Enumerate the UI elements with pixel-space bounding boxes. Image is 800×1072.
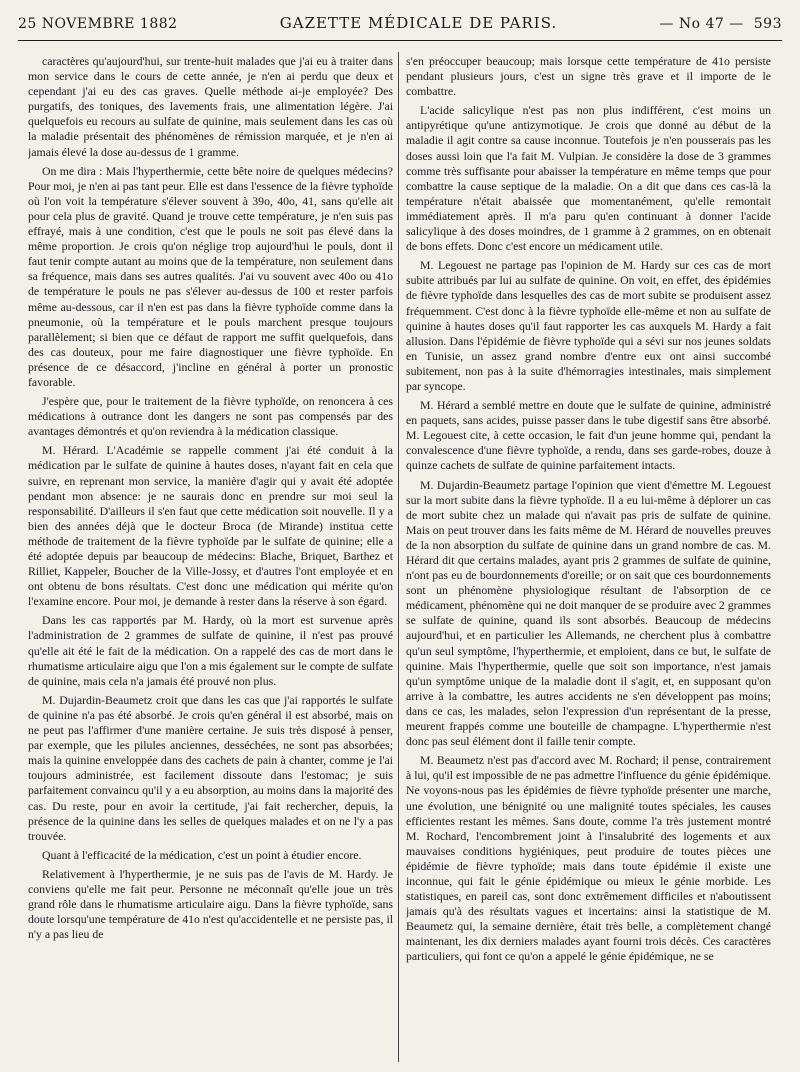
paragraph: M. Hérard. L'Académie se rappelle comment j'ai été conduit à la médication par le sulfate de quinine à hautes doses, n'ayant fait en cela que suivre, en reprenant mon service, la manière d'agir qui y avait été adoptée pendant mon absence: je ne saurais donc en prendre sur moi seul la responsabilité. D'ailleurs il s'en faut que cette médication soit nouvelle. Il y a bien des années déjà que le docteur Broca (de Mirande) institua cette méthode de traitement de la fièvre typhoïde par le sulfate de quinine; elle a été adoptée depuis par beaucoup de médecins: Blache, Briquet, Barthez et Rilliet, Kappeler, Boucher de la Ville-Jossy, et d'autres l'ont employée et en ont obtenu de bons résultats. C'est donc une médication qui mérite qu'on l'examine encore. Pour moi, je demande à rester dans la réserve à son égard. <box>28 443 393 609</box>
issue-date: 25 NOVEMBRE 1882 <box>18 16 178 32</box>
page-header <box>18 14 782 36</box>
paragraph: Quant à l'efficacité de la médication, c'est un point à étudier encore. <box>42 847 362 862</box>
paragraph: s'en préoccuper beaucoup; mais lorsque cette température de 41o persiste pendant plusieurs jours, c'est un signe très grave et il importe de le combattre. <box>406 54 771 99</box>
column-divider <box>398 52 399 1062</box>
paragraph: caractères qu'aujourd'hui, sur trente-huit malades que j'ai eu à traiter dans mon service dans le cours de cette année, je n'en ai perdu que deux et cependant j'ai eu des cas graves. Quelle méthode ai-je employée? Des purgatifs, des toniques, des lavements frais, une alimentation légère. J'ai quelquefois eu recours au sulfate de quinine, mais seulement dans les cas où la maladie présentait des phénomènes de rémission marquée, et je n'en ai jamais élevé la dose au-dessus de 1 gramme. <box>28 54 393 159</box>
paragraph: M. Hérard a semblé mettre en doute que le sulfate de quinine, administré en paquets, sans acides, puisse passer dans le tube digestif sans être absorbé. M. Legouest cite, à cette occasion, le fait d'un jeune homme qui, pendant la convalescence d'une fièvre typhoïde, a rendu, dans ses garde-robes, douze à quinze cachets de sulfate de quinine parfaitement intacts. <box>406 398 771 473</box>
right-column <box>406 54 771 1064</box>
paragraph: J'espère que, pour le traitement de la fièvre typhoïde, on renoncera à ces médications à outrance dont les dangers ne sont pas compensés par des avantages démontrés et qu'on reviendra à la médication classique. <box>28 394 393 439</box>
paragraph: M. Dujardin-Beaumetz croit que dans les cas que j'ai rapportés le sulfate de quinine n'a pas été absorbé. Je crois qu'en général il est absorbé, mais on ne peut pas l'affirmer d'une manière certaine. Je suis très disposé à penser, par exemple, que les pilules anciennes, desséchées, ne sont pas absorbées; mais la quinine enveloppée dans des cachets de pain à chanter, comme je l'ai toujours administrée, est facilement dissoute dans l'estomac; je suis parfaitement convaincu qu'il y a eu absorption, au moins dans la majorité des cas. Du reste, pour en avoir la certitude, j'ai fait rechercher, depuis, la présence de la quinine dans les selles de quelques malades et on ne l'y a pas trouvée. <box>28 692 393 843</box>
page-number: 593 <box>753 16 782 32</box>
paragraph: M. Legouest ne partage pas l'opinion de M. Hardy sur ces cas de mort subite attribués par lui au sulfate de quinine. On voit, en effet, des épidémies de fièvre typhoïde dans lesquelles des cas de mort subite se produisent assez fréquemment. C'est donc à la fièvre typhoïde elle-même et non au sulfate de quinine à hautes doses qu'il faut rapporter les cas auxquels M. Hardy a fait allusion. Dans l'épidémie de fièvre typhoïde qui a sévi sur nos jeunes soldats en Tunisie, un assez grand nombre d'entre eux ont ainsi succombé subitement, non pas à la suite d'hémorragies intestinales, mais simplement par syncope. <box>406 258 771 393</box>
paragraph: On me dira : Mais l'hyperthermie, cette bête noire de quelques médecins? Pour moi, je n'en ai pas tant peur. Elle est dans l'essence de la fièvre typhoïde où l'on voit la température s'élever souvent à 39o, 40o, 41, sans qu'elle ait pour cela plus de gravité. Quand je trouve cette température, je n'en suis pas effrayé, mais à une condition, c'est que le pouls ne soit pas élevé dans la même proportion. Je crois qu'on néglige trop aujourd'hui le pouls, dont il faut tenir compte autant au moins que de la température, non seulement dans sa fréquence, mais dans ses autres qualités. J'ai vu souvent avec 40o ou 41o de température le pouls ne pas s'élever au-dessus de 100 et rester parfois même au-dessous, car il n'en est pas dans la fièvre typhoïde comme dans la pneumonie, où la température et le pouls marchent presque toujours parallèlement; si bien que ce défaut de rapport me suffit quelquefois, dans des cas douteux, pour me faire diagnostiquer une fièvre typhoïde. En présence de ce désaccord, j'incline en général à porter un pronostic favorable. <box>28 163 393 389</box>
paragraph: L'acide salicylique n'est pas non plus indifférent, c'est moins un antipyrétique qu'une antizymotique. Je crois que donné au début de la maladie il agit contre sa cause inconnue. Toutefois je n'en pousserais pas les doses aussi loin que l'a fait M. Vulpian. Je considère la dose de 3 grammes comme très suffisante pour abaisser la température en même temps que pour combattre la cause septique de la maladie. On a dit que dans ces cas-là la température n'était abaissée que momentanément, qu'elle remontait immédiatement après. Il m'a paru qu'en continuant à donner l'acide salicylique à des doses moindres, de 1 gramme à 2 grammes, on en obtenait de bons effets. Donc c'est encore un médicament utile. <box>406 103 771 254</box>
paragraph: M. Dujardin-Beaumetz partage l'opinion que vient d'émettre M. Legouest sur la mort subite dans la fièvre typhoïde. Il a eu lui-même à déplorer un cas de mort subite chez un malade qui n'avait pas pris de sulfate de quinine. Mais on peut trouver dans les faits même de M. Hérard de nouvelles preuves de la non absorption du sulfate de quinine dans un grand nombre de cas. M. Hérard dit que certains malades, ayant pris 2 grammes de sulfate de quinine, n'ont pas eu de bourdonnements d'oreille; or on sait que ces bourdonnements sont un phénomène physiologique résultant de l'absorption de ce médicament, phénomène qui ne doit manquer de se produire avec 2 grammes se sulfate de quinine, quand ils sont absorbés. Beaucoup de médecins aujourd'hui, et en particulier les Allemands, ne cherchent plus à combattre qu'un seul symptôme, l'hyperthermie, et emploient, dans ce but, le sulfate de quinine. Mais l'hyperthermie, quelle que soit son importance, n'est jamais qu'un symptôme unique de la maladie dont il s'agit, et, en supposant qu'on arrive à la combattre, les autres accidents ne s'en développent pas moins; dans ce cas, les malades, selon l'expression d'un représentant de la presse, meurent frappés comme une bouteille de champagne. L'hyperthermie n'est donc pas seul élément dont il faille tenir compte. <box>406 477 771 749</box>
journal-title: GAZETTE MÉDICALE DE PARIS. <box>279 14 558 32</box>
header-rule <box>18 40 782 41</box>
paragraph: Relativement à l'hyperthermie, je ne suis pas de l'avis de M. Hardy. Je conviens qu'elle me fait peur. Personne ne méconnaît qu'elle joue un très grand rôle dans le rhumatisme articulaire aigu. Dans la fièvre typhoïde, sans doute lorsqu'une température de 41o n'est qu'accidentelle et ne persiste pas, il n'y a pas lieu de <box>28 866 393 942</box>
paragraph: M. Beaumetz n'est pas d'accord avec M. Rochard; il pense, contrairement à lui, qu'il est impossible de ne pas admettre l'influence du génie épidémique. Ne voyons-nous pas les épidémies de fièvre typhoïde présenter une marche, une évolution, une bénignité ou une malignité toutes spéciales, les causes efficientes restant les mêmes. Sans doute, comme l'a très justement montré M. Rochard, l'encombrement joint à l'insalubrité des logements et aux mauvaises conditions hygiéniques, peut produire de toutes pièces une épidémie de fièvre typhoïde; mais dans toute épidémie il existe une inconnue, qui fait le génie épidémique ou mieux le génie morbide. Les statistiques, en pareil cas, sont donc extrêmement difficiles et n'aboutissent jamais qu'à des résultats vagues et incertains: ainsi la statistique de M. Beaumetz qui, la semaine dernière, était très belle, a complètement changé maintenant, les dix derniers malades ayant fourni trois décès. Ces caractères particuliers, qui font ce qu'on a appelé le génie épidémique, ne se <box>406 753 771 964</box>
issue-and-page <box>659 16 782 32</box>
issue-number: — No 47 — <box>659 16 744 32</box>
left-column <box>28 54 393 1064</box>
paragraph: Dans les cas rapportés par M. Hardy, où la mort est survenue après l'administration de 2 grammes de sulfate de quinine, il n'est pas prouvé qu'elle ait été le fait de la médication. On a rappelé des cas de mort dans le rhumatisme articulaire aigu que l'on a mis également sur le compte de sulfate de quinine, mais cela n'a jamais été prouvé non plus. <box>28 613 393 688</box>
